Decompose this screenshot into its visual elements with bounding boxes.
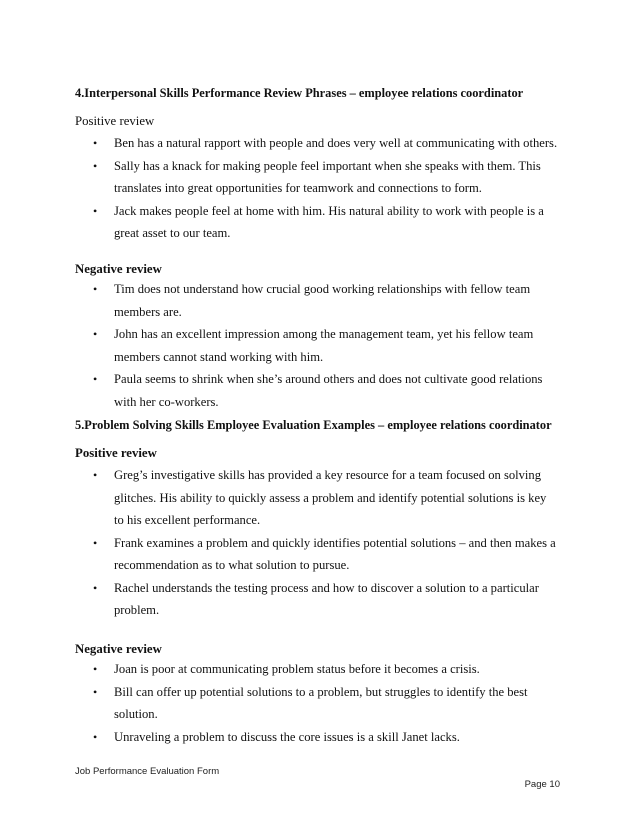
bullet-icon: • [93,468,98,482]
list-item-text: Bill can offer up potential solutions to a problem, but struggles to identify the best solution. [114,684,528,721]
list-item-text: Jack makes people feel at home with him. His natural ability to work with people is a great asset to our team. [114,203,544,240]
section-heading-interpersonal: 4.Interpersonal Skills Performance Review Phrases – employee relations coordinator [75,86,524,100]
section-heading-problem-solving: 5.Problem Solving Skills Employee Evaluation Examples – employee relations coordinator [75,418,552,432]
list-item [0,323,534,368]
list-item [0,577,539,622]
footer-form-title: Job Performance Evaluation Form [75,766,220,777]
list-item-text: Sally has a knack for making people feel important when she speaks with them. This translates into great opportunities for teamwork and connections to form. [114,158,541,195]
list-item [0,368,543,413]
list-item [0,278,531,323]
bullet-icon: • [93,535,98,550]
negative-review-label: Negative review [75,642,162,656]
list-item [0,658,480,681]
list-item [0,464,547,532]
bullet-icon: • [93,327,98,341]
bullet-icon: • [93,684,98,699]
negative-review-label: Negative review [75,262,162,276]
list-item-text: Frank examines a problem and quickly identifies potential solutions – and then makes a recommendation as to what solution to pursue. [114,535,556,572]
list-item-text: Paula seems to shrink when she’s around others and does not cultivate good relations with her co-workers. [114,372,543,409]
list-item [0,726,460,749]
list-item [0,532,556,577]
list-item [0,155,541,200]
list-item [0,200,544,245]
bullet-icon: • [93,158,98,173]
positive-review-label: Positive review [75,446,157,460]
list-item-text: John has an excellent impression among the management team, yet his fellow team members cannot stand working with him. [114,327,534,364]
list-item-text: Greg’s investigative skills has provided a key resource for a team focused on solving glitches. His ability to quickly assess a problem and identify potential solutions is key to his excellent performance. [114,468,547,527]
bullet-icon: • [93,662,98,676]
list-item [0,681,528,726]
footer-page-number: Page 10 [524,779,560,790]
bullet-list-positive-interpersonal [0,132,558,245]
bullet-icon: • [93,136,98,150]
bullet-list-negative-problem-solving [0,658,528,748]
bullet-icon: • [93,282,98,296]
bullet-icon: • [93,372,98,386]
bullet-icon: • [93,580,98,595]
list-item-text: Tim does not understand how crucial good working relationships with fellow team members are. [114,282,531,319]
positive-review-label: Positive review [75,114,155,128]
bullet-icon: • [93,203,98,218]
list-item-text: Rachel understands the testing process and how to discover a solution to a particular problem. [114,580,539,617]
list-item-text: Ben has a natural rapport with people and does very well at communicating with others. [114,136,558,150]
bullet-list-negative-interpersonal [0,278,543,413]
list-item [0,132,558,155]
list-item-text: Unraveling a problem to discuss the core issues is a skill Janet lacks. [114,729,460,744]
list-item-text: Joan is poor at communicating problem status before it becomes a crisis. [114,662,480,676]
bullet-list-positive-problem-solving [0,464,556,622]
bullet-icon: • [93,729,98,744]
